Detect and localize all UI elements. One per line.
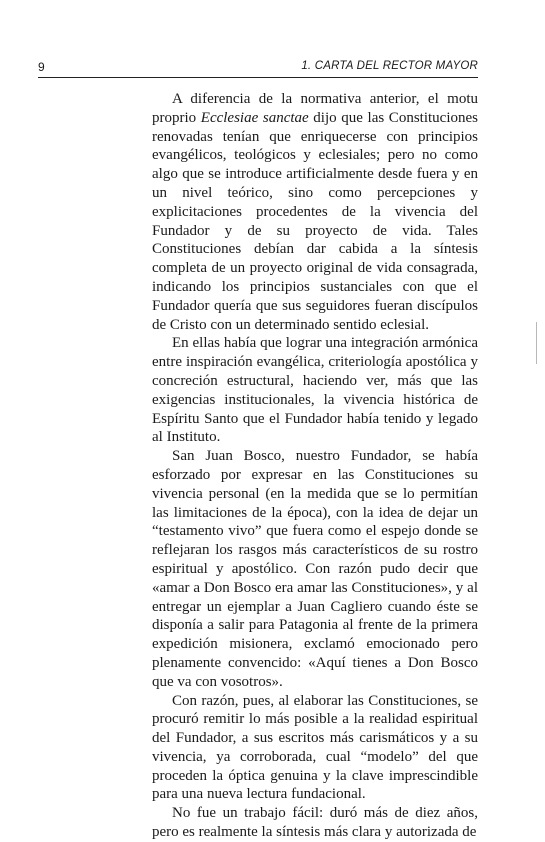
header-rule (38, 77, 478, 78)
paragraph-1-italic: Ecclesiae sanctae (200, 109, 309, 126)
paragraph-4: Con razón, pues, al elaborar las Constituciones, se procuró remitir lo más posible a la realidad espiritual del Fundador, a sus escritos más carismáticos y a su vivencia, ya corroborada, cual “modelo” del que proceden la óptica genuina y la clave imprescindible para una nueva lectura fundacional. (152, 692, 478, 803)
scan-edge-mark (536, 322, 537, 364)
page-header (38, 60, 478, 78)
paragraph-2: En ellas había que lograr una integración armónica entre inspiración evangélica, criteriología apostólica y concreción estructural, haciendo ver, más que las exigencias institucionales, la vivencia histórica de Espíritu Santo que el Fundador había tenido y legado al Instituto. (152, 335, 478, 446)
running-head: 1. CARTA DEL RECTOR MAYOR (301, 60, 478, 72)
paragraph-1 (152, 90, 478, 334)
page-number: 9 (38, 60, 45, 74)
paragraph-5: No fue un trabajo fácil: duró más de diez años, pero es realmente la síntesis más clara y autorizada de (152, 805, 478, 841)
paragraph-1-before: A diferencia de la normativa anterior, el motu proprio (152, 91, 478, 126)
body-text (152, 90, 478, 842)
paragraph-3: San Juan Bosco, nuestro Fundador, se había esforzado por expresar en las Constituciones su vivencia personal (en la medida que se lo permitían las limitaciones de la época), con la idea de dejar un “testamento vivo” que fuera como el espejo donde se reflejaran los rasgos más característicos de su rostro espiritual y apostólico. Con razón pudo decir que «amar a Don Bosco era amar las Constituciones», y al entregar un ejemplar a Juan Cagliero cuando éste se disponía a salir para Patagonia al frente de la primera expedición misionera, exclamó emocionado pero plenamente convencido: «Aquí tienes a Don Bosco que va con vosotros». (152, 448, 478, 690)
paragraph-1-after: dijo que las Constituciones renovadas tenían que enriquecerse con principios evangélicos, teológicos y eclesiales; pero no como algo que se introduce artificialmente desde fuera y en un nivel teórico, sino como percepciones y explicitaciones procedentes de la vivencia del Fundador y de su proyecto de vida. Tales Constituciones debían dar cabida a la síntesis completa de un proyecto original de vida consagrada, indicando los principios sustanciales con que el Fundador quería que sus seguidores fueran discípulos de Cristo con un determinado sentido eclesial. (152, 109, 478, 333)
